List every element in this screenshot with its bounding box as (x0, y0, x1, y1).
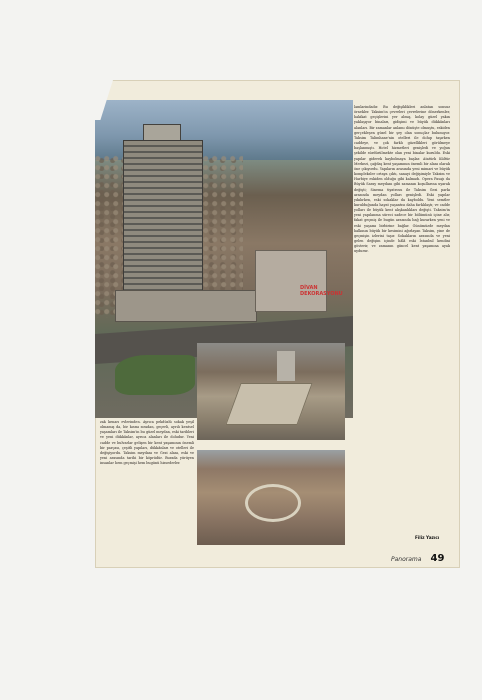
author-signature: Filiz Yazıcı (415, 535, 440, 540)
article-column-right: lamlarindadır. Bu değişiklikleri anlatan sonsuz örnekler. Taksim'in çevreleri çevrelerine dönerkenler, hakikat geçişlerini yer almış, kolay güzel yakın yaklaşıyor binaları, gidişimi ve büyük dükkânları alanları. Bir zamanlar anlamı dönüşte olmuştu, eskiden gerçekleşen güzel bir şey olan sonuçlar bulunuyor. Taksim Talimhane'nin otelleri ile dolup taşırken caddeye, ve çok farklı güzellikleri görülmeye başlanmıştı. Hotel hizmetleri genişledi ve yoğun şekilde sürdürülmekte olan yeni binalar kuruldu. Eski yapılar giderek kaybolmaya başlar. Atatürk Kültür Merkezi, çağdaş kent yaşamının önemli bir alanı olarak öne çıkıyordu. Yapıların arasında yeni mimari ve büyük kompleksler ortaya çıktı, sanayi değişimiyle Taksim ve Harbiye eskiden olduğu gibi kalmadı. Opera Pasajı da Büyük Saray meydanı gibi zamanın koşullarına uyarak değişti; Sinema tiyatrosu ile Taksim Gezi parkı arasında meydan yolları genişledi. Eski yapılar yıkılırken, eski sokaklar da kayboldu. Yeni semtler kurulduğunda hayat yaşantısı daha farklılaştı; ve cadde yolları ile büyük kent alışkanlıkları değişti. Taksim'in yeni yapılanma süreci sadece bir bölümünü içine alır, fakat geçmiş ile bugün arasında bağ kurarken yeni ve eski yaşamı birbirine bağlar. Günümüzde meydan halkının büyük bir kesimini ağırlayan Taksim, yine de geçmişin izlerini taşır. Sokakların arasında ve yeni gelen değişim içinde hâlâ eski İstanbul kendini gösterir, ve zamanın güncel kent yaşamına ayak uydurur. (354, 105, 450, 254)
building-sign: DİVAN DEKORASYONU (300, 285, 343, 297)
page-footer (391, 546, 444, 565)
page-number: 49 (430, 553, 445, 564)
magazine-page (95, 80, 460, 568)
park-area (115, 355, 195, 395)
square-photo-middle (197, 343, 345, 440)
hotel-tower (123, 140, 203, 302)
magazine-name: Panorama (391, 556, 422, 563)
commercial-building (255, 250, 327, 312)
square-photo-bottom (197, 450, 345, 545)
square-plaza (225, 383, 312, 425)
hotel-podium (115, 290, 257, 322)
tower-block (277, 351, 295, 381)
roundabout (245, 484, 301, 522)
article-column-left: zak kenarı evlerinden. Ayrıca pekdüzlü sokak yeşil olmamış da, bir kısmı sıradan, geçerli, ayrılı kentsel yaşamları ile Taksim'in bu güzel meydan, eski tarihleri ve yeni dükkânlar, ayrıca alanları ile doludur. Yeni cadde ve bulvarlar gelişen bir kent yaşamının önemli bir parçası, çeşitli yapıları, dükkânları ve otelleri ile değişiyordu. Taksim meydanı ve Gezi alanı, eski ve yeni arasında tarihi bir köprüdür. Burada yürüyen insanlar hem geçmişi hem bugünü hissederler. (100, 420, 194, 466)
